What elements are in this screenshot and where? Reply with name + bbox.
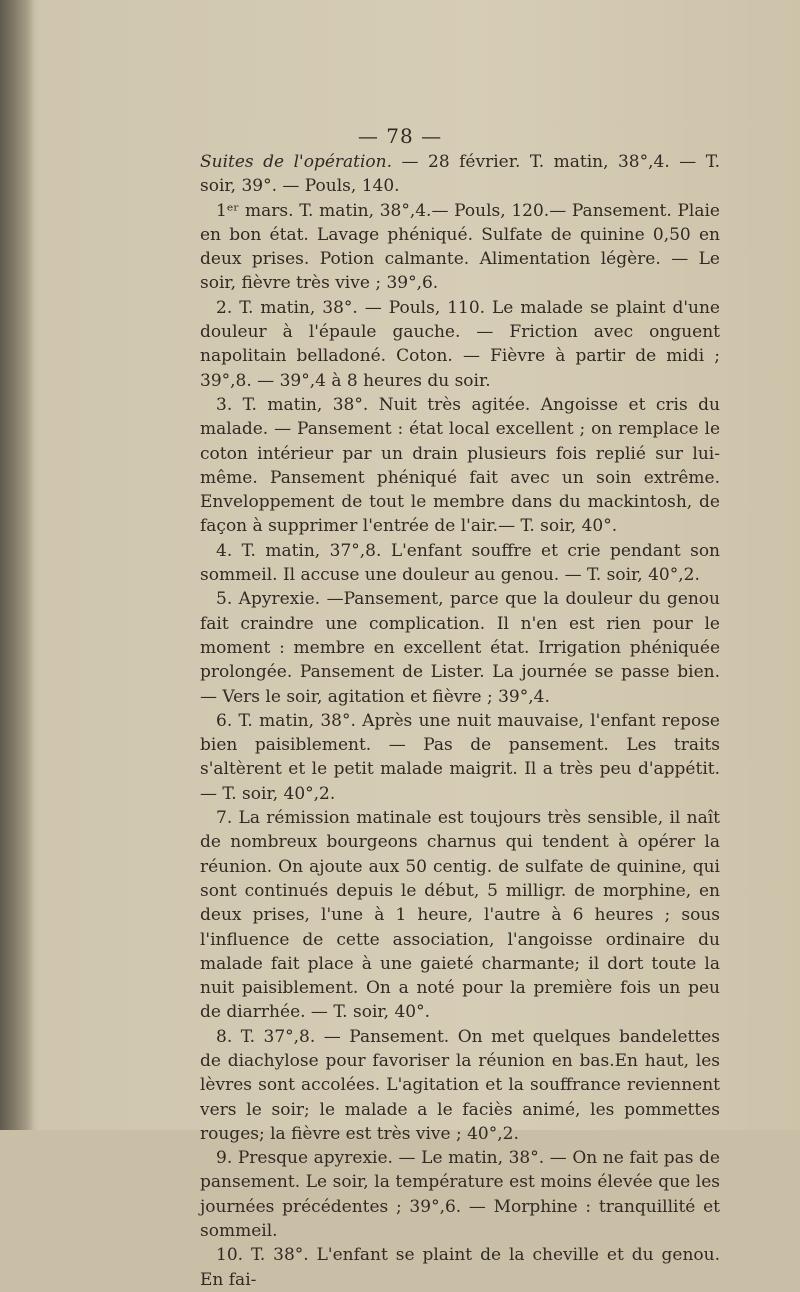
paragraph <box>200 539 720 588</box>
paragraph-text: 7. La rémission matinale est toujours très sensible, il naît de nombreux bourgeons charnus qui tendent à opérer la réunion. On ajoute aux 50 centig. de sulfate de quinine, qui sont continués depuis le début, 5 milligr. de morphine, en deux prises, l'une à 1 heure, l'autre à 6 heures ; sous l'influence de cette association, l'angoisse ordinaire du malade fait place à une gaieté charmante; il dort toute la nuit paisiblement. On a noté pour la première fois un peu de diarrhée. — T. soir, 40°. <box>200 808 720 1023</box>
paragraph-text: 8. T. 37°,8. — Pansement. On met quelques bandelettes de diachylose pour favoriser la réunion en bas.En haut, les lèvres sont accolées. L'agitation et la souffrance reviennent vers le soir; le malade a le faciès animé, les pommettes rouges; la fièvre est très vive ; 40°,2. <box>200 1026 720 1144</box>
paragraph-text: 6. T. matin, 38°. Après une nuit mauvaise, l'enfant repose bien paisiblement. — Pas de pansement. Les traits s'altèrent et le petit malade maigrit. Il a très peu d'appétit. — T. soir, 40°,2. <box>200 710 720 804</box>
paragraph <box>200 709 720 806</box>
paragraph <box>200 150 720 199</box>
body-text <box>200 150 720 1292</box>
paragraph <box>200 1243 720 1292</box>
paragraph-text: — 28 février. T. matin, 38°,4. — T. soir, 39°. — Pouls, 140. <box>200 152 720 197</box>
paragraph <box>200 1025 720 1146</box>
paragraph <box>200 199 720 296</box>
paragraph <box>200 393 720 539</box>
paragraph <box>200 296 720 393</box>
paragraph-text: 4. T. matin, 37°,8. L'enfant souffre et crie pendant son sommeil. Il accuse une douleur au genou. — T. soir, 40°,2. <box>200 540 720 586</box>
paragraph <box>200 806 720 1025</box>
paragraph-text: 9. Presque apyrexie. — Le matin, 38°. — On ne fait pas de pansement. Le soir, la température est moins élevée que les journées précédentes ; 39°,6. — Morphine : tranquillité et sommeil. <box>200 1148 720 1242</box>
section-heading: Suites de l'opération. <box>200 152 392 172</box>
paragraph <box>200 1146 720 1243</box>
paragraph <box>200 587 720 708</box>
page-number: — 78 — <box>357 124 443 148</box>
paragraph-text: 10. T. 38°. L'enfant se plaint de la cheville et du genou. En fai- <box>200 1245 720 1290</box>
paragraph-text: 1ᵉʳ mars. T. matin, 38°,4.— Pouls, 120.— Pansement. Plaie en bon état. Lavage phéniqué. Sulfate de quinine 0,50 en deux prises. Potion calmante. Alimentation légère. — Le soir, fièvre très vive ; 39°,6. <box>200 200 720 294</box>
paragraph-text: 5. Apyrexie. —Pansement, parce que la douleur du genou fait craindre une complication. Il n'en est rien pour le moment : membre en excellent état. Irrigation phéniquée prolongée. Pansement de Lister. La journée se passe bien. — Vers le soir, agitation et fièvre ; 39°,4. <box>200 589 720 707</box>
paragraph-text: 2. T. matin, 38°. — Pouls, 110. Le malade se plaint d'une douleur à l'épaule gauche. — Friction avec onguent napolitain belladoné. Coton. — Fièvre à partir de midi ; 39°,8. — 39°,4 à 8 heures du soir. <box>200 297 720 391</box>
page-gutter-shadow <box>0 0 34 1130</box>
paragraph-text: 3. T. matin, 38°. Nuit très agitée. Angoisse et cris du malade. — Pansement : état local excellent ; on remplace le coton intérieur par un drain plusieurs fois replié sur lui-même. Pansement phéniqué fait avec un soin extrême. Enveloppement de tout le membre dans du mackintosh, de façon à supprimer l'entrée de l'air.— T. soir, 40°. <box>200 394 720 537</box>
